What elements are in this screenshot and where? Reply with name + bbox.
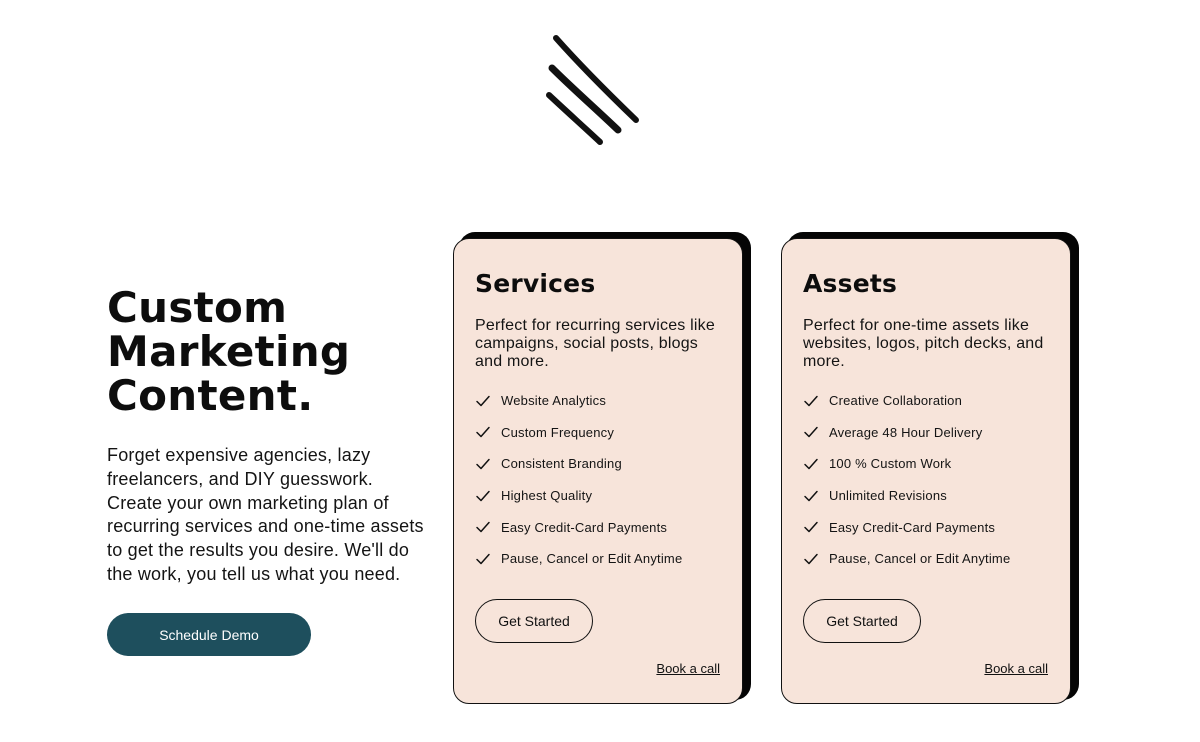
checkmark-icon [475, 393, 491, 409]
book-a-call-link[interactable]: Book a call [984, 661, 1048, 676]
feature-item [803, 417, 1010, 449]
card-title: Assets [803, 269, 898, 298]
card-title: Services [475, 269, 596, 298]
card-body [453, 238, 743, 704]
feature-label: Unlimited Revisions [829, 488, 947, 504]
checkmark-icon [475, 519, 491, 535]
feature-item [803, 448, 1010, 480]
get-started-button[interactable]: Get Started [803, 599, 921, 643]
hero-title-line: Marketing [107, 327, 351, 376]
feature-label: Easy Credit-Card Payments [829, 519, 996, 535]
feature-label: Consistent Branding [501, 456, 622, 472]
feature-label: Pause, Cancel or Edit Anytime [501, 551, 683, 567]
assets-card [781, 232, 1081, 708]
feature-label: 100 % Custom Work [829, 456, 952, 472]
services-card [453, 232, 753, 708]
feature-label: Creative Collaboration [829, 393, 963, 409]
feature-label: Custom Frequency [501, 424, 615, 440]
feature-list [803, 385, 1010, 575]
feature-label: Highest Quality [501, 488, 593, 504]
checkmark-icon [803, 424, 819, 440]
checkmark-icon [475, 456, 491, 472]
checkmark-icon [803, 393, 819, 409]
checkmark-icon [803, 488, 819, 504]
feature-item [803, 543, 1010, 575]
claw-marks-icon [540, 30, 650, 155]
feature-item [475, 511, 682, 543]
feature-label: Website Analytics [501, 393, 607, 409]
feature-item [475, 480, 682, 512]
feature-item [803, 511, 1010, 543]
hero-description: Forget expensive agencies, lazy freelancers, and DIY guesswork. Create your own marketing plan of recurring services and one-time assets to get the results you desire. We'll do the work, you tell us what you need. [107, 445, 424, 584]
feature-label: Average 48 Hour Delivery [829, 424, 983, 440]
checkmark-icon [475, 551, 491, 567]
checkmark-icon [803, 551, 819, 567]
schedule-demo-button[interactable]: Schedule Demo [107, 613, 311, 656]
get-started-button[interactable]: Get Started [475, 599, 593, 643]
card-description: Perfect for one-time assets like websites, logos, pitch decks, and more. [803, 317, 1044, 370]
checkmark-icon [475, 488, 491, 504]
hero-title-line: Content. [107, 371, 314, 420]
book-a-call-link[interactable]: Book a call [656, 661, 720, 676]
feature-label: Easy Credit-Card Payments [501, 519, 668, 535]
feature-item [803, 480, 1010, 512]
checkmark-icon [803, 456, 819, 472]
feature-label: Pause, Cancel or Edit Anytime [829, 551, 1011, 567]
card-description: Perfect for recurring services like campaigns, social posts, blogs and more. [475, 317, 715, 370]
feature-item [475, 448, 682, 480]
card-body [781, 238, 1071, 704]
feature-item [475, 417, 682, 449]
feature-item [475, 543, 682, 575]
hero-title-line: Custom [107, 283, 288, 332]
feature-item [475, 385, 682, 417]
feature-item [803, 385, 1010, 417]
checkmark-icon [803, 519, 819, 535]
checkmark-icon [475, 424, 491, 440]
feature-list [475, 385, 682, 575]
hero-section [107, 283, 427, 587]
hero-title [107, 283, 427, 420]
